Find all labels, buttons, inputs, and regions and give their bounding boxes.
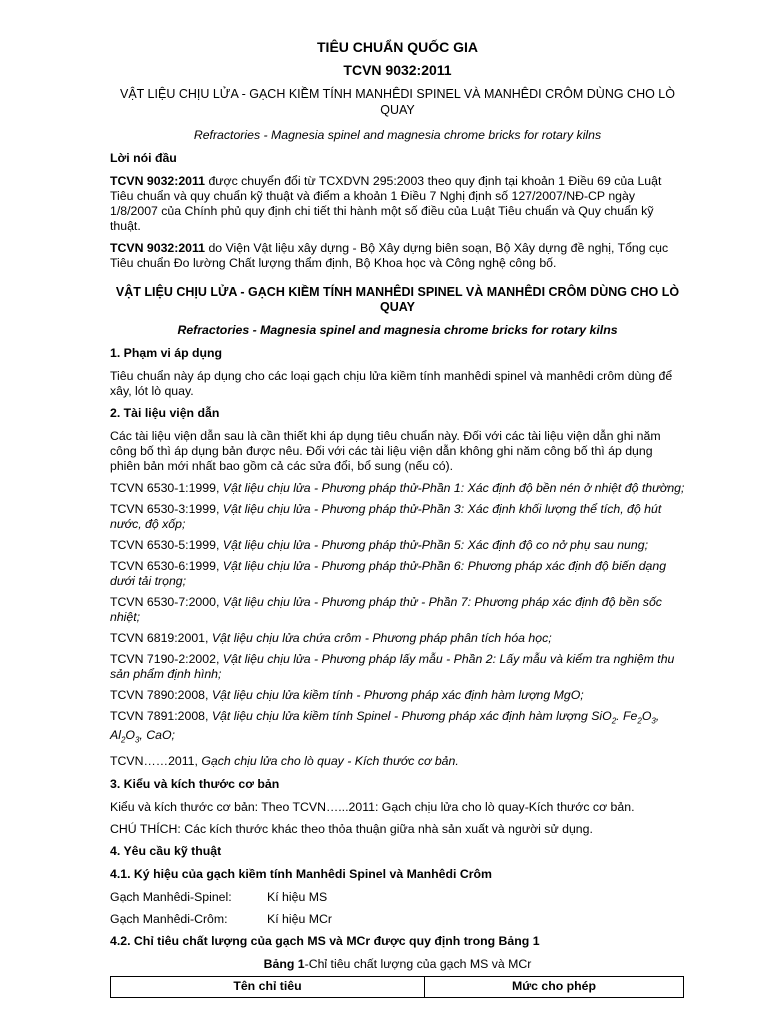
- reference-code: TCVN 7190-2:2002,: [110, 652, 223, 666]
- reference-item: [110, 559, 685, 589]
- reference-title: Vật liệu chịu lửa - Phương pháp thử-Phần 6: Phương pháp xác định độ biến dạng dưới tải trọng;: [110, 559, 667, 588]
- foreword-code-2: TCVN 9032:2011: [110, 241, 206, 255]
- section-3-note: CHÚ THÍCH: Các kích thước khác theo thỏa thuận giữa nhà sản xuất và người sử dụng.: [110, 821, 593, 836]
- reference-code: TCVN 7891:2008,: [110, 709, 212, 723]
- reference-item: [110, 709, 685, 748]
- section-3-text: Kiểu và kích thước cơ bản: Theo TCVN…...2011: Gạch chịu lửa cho lò quay-Kích thước cơ bản.: [110, 799, 635, 814]
- reference-code: TCVN 6530-1:1999,: [110, 481, 223, 495]
- table-caption-text: -Chỉ tiêu chất lượng của gạch MS và MCr: [304, 956, 532, 971]
- section-4-heading: 4. Yêu cầu kỹ thuật: [110, 843, 222, 858]
- reference-title: Gạch chịu lửa cho lò quay - Kích thước cơ bản.: [201, 753, 459, 768]
- section-4-2-heading: 4.2. Chỉ tiêu chất lượng của gạch MS và MCr được quy định trong Bảng 1: [110, 933, 540, 948]
- table-caption: [110, 957, 685, 972]
- reference-item: [110, 538, 685, 553]
- reference-title: Vật liệu chịu lửa kiềm tính Spinel - Phương pháp xác định hàm lượng SiO$_2$. $Fe_2O_3$, $Al_2O_3$, CaO;: [110, 709, 660, 745]
- symbol-row-mcr: [110, 912, 685, 927]
- table-caption-label: Bảng 1: [263, 956, 305, 971]
- foreword-heading: Lời nói đầu: [110, 151, 177, 165]
- reference-list: [110, 481, 685, 769]
- reference-title: Vật liệu chịu lửa chứa crôm - Phương pháp phân tích hóa học;: [211, 631, 552, 645]
- standard-type-title: TIÊU CHUẨN QUỐC GIA: [317, 39, 478, 55]
- section-1-heading: 1. Phạm vi áp dụng: [110, 346, 223, 360]
- section-3-heading: 3. Kiểu và kích thước cơ bản: [110, 776, 280, 791]
- symbol-row-ms: [110, 890, 685, 905]
- reference-code: TCVN 7890:2008,: [110, 688, 212, 702]
- reference-title: Vật liệu chịu lửa kiềm tính - Phương pháp xác định hàm lượng MgO;: [211, 688, 584, 702]
- main-title: VẬT LIỆU CHỊU LỬA - GẠCH KIỀM TÍNH MANHÊDI SPINEL VÀ MANHÊDI CRÔM DÙNG CHO LÒ QUAY: [115, 285, 680, 314]
- reference-title: Vật liệu chịu lửa - Phương pháp thử-Phần 5: Xác định độ co nở phụ sau nung;: [222, 538, 648, 552]
- section-4-1-heading: 4.1. Ký hiệu của gạch kiềm tính Manhêdi Spinel và Manhêdi Crôm: [110, 866, 492, 881]
- reference-code: TCVN 6530-6:1999,: [110, 559, 223, 573]
- section-1-text: Tiêu chuẩn này áp dụng cho các loại gạch chịu lửa kiềm tính manhêdi spinel và manhêdi crôm dùng để xây, lót lò quay.: [110, 369, 673, 398]
- foreword-text-1: được chuyển đổi từ TCXDVN 295:2003 theo quy định tại khoản 1 Điều 69 của Luật Tiêu chuẩn và quy chuẩn kỹ thuật và điểm a khoản 1 Điều 7 Nghị định số 127/2007/NĐ-CP ngày 1/8/2007 của Chính phủ quy định chi tiết thi hành một số điều của Luật Tiêu chuẩn và Quy chuẩn kỹ thuật.: [110, 174, 662, 233]
- document-page: [110, 40, 685, 998]
- reference-title: Vật liệu chịu lửa - Phương pháp lấy mẫu - Phần 2: Lấy mẫu và kiểm tra nghiệm thu sản phẩm định hình;: [110, 652, 675, 681]
- main-title-en: Refractories - Magnesia spinel and magnesia chrome bricks for rotary kilns: [177, 323, 618, 337]
- standard-title-vi: VẬT LIỆU CHỊU LỬA - GẠCH KIỀM TÍNH MANHÊDI SPINEL VÀ MANHÊDI CRÔM DÙNG CHO LÒ QUAY: [120, 87, 675, 117]
- foreword-paragraph-1: [110, 174, 685, 234]
- foreword-code-1: TCVN 9032:2011: [110, 174, 206, 188]
- reference-item: [110, 652, 685, 682]
- symbol-value: Kí hiệu MCr: [267, 911, 332, 926]
- standard-code: TCVN 9032:2011: [343, 62, 452, 78]
- table-header-criteria: Tên chỉ tiêu: [111, 976, 425, 997]
- table-header-row: [111, 976, 684, 997]
- reference-title: Vật liệu chịu lửa - Phương pháp thử-Phần 3: Xác định khối lượng thể tích, độ hút nước, độ xốp;: [110, 502, 662, 531]
- reference-code: TCVN……2011,: [110, 753, 202, 768]
- reference-item: [110, 502, 685, 532]
- reference-item: [110, 754, 685, 769]
- quality-table: [110, 976, 684, 998]
- section-2-text: Các tài liệu viện dẫn sau là cần thiết khi áp dụng tiêu chuẩn này. Đối với các tài liệu viện dẫn ghi năm công bố thì áp dụng bản được nêu. Đối với các tài liệu viện dẫn không ghi năm công bố thì áp dụng phiên bản mới nhất bao gồm cả các sửa đổi, bổ sung (nếu có).: [110, 429, 661, 473]
- standard-title-en: Refractories - Magnesia spinel and magnesia chrome bricks for rotary kilns: [193, 128, 602, 142]
- reference-title: Vật liệu chịu lửa - Phương pháp thử - Phần 7: Phương pháp xác định độ bền sốc nhiệt;: [110, 595, 662, 624]
- reference-item: [110, 631, 685, 646]
- reference-title: Vật liệu chịu lửa - Phương pháp thử-Phần 1: Xác định độ bền nén ở nhiệt độ thường;: [222, 481, 685, 495]
- foreword-paragraph-2: [110, 241, 685, 271]
- reference-item: [110, 595, 685, 625]
- reference-item: [110, 481, 685, 496]
- reference-item: [110, 688, 685, 703]
- symbol-name: Gạch Manhêdi-Spinel:: [110, 889, 232, 904]
- reference-code: TCVN 6530-5:1999,: [110, 538, 223, 552]
- reference-code: TCVN 6819:2001,: [110, 631, 212, 645]
- foreword-text-2: do Viện Vật liệu xây dựng - Bộ Xây dựng biên soạn, Bộ Xây dựng đề nghị, Tổng cục Tiêu chuẩn Đo lường Chất lượng thẩm định, Bộ Khoa học và Công nghệ công bố.: [110, 241, 669, 270]
- reference-code: TCVN 6530-7:2000,: [110, 595, 223, 609]
- table-header-limit: Mức cho phép: [425, 976, 684, 997]
- symbol-name: Gạch Manhêdi-Crôm:: [110, 911, 228, 926]
- symbol-value: Kí hiệu MS: [267, 889, 328, 904]
- section-2-heading: 2. Tài liệu viện dẫn: [110, 406, 220, 420]
- reference-code: TCVN 6530-3:1999,: [110, 502, 223, 516]
